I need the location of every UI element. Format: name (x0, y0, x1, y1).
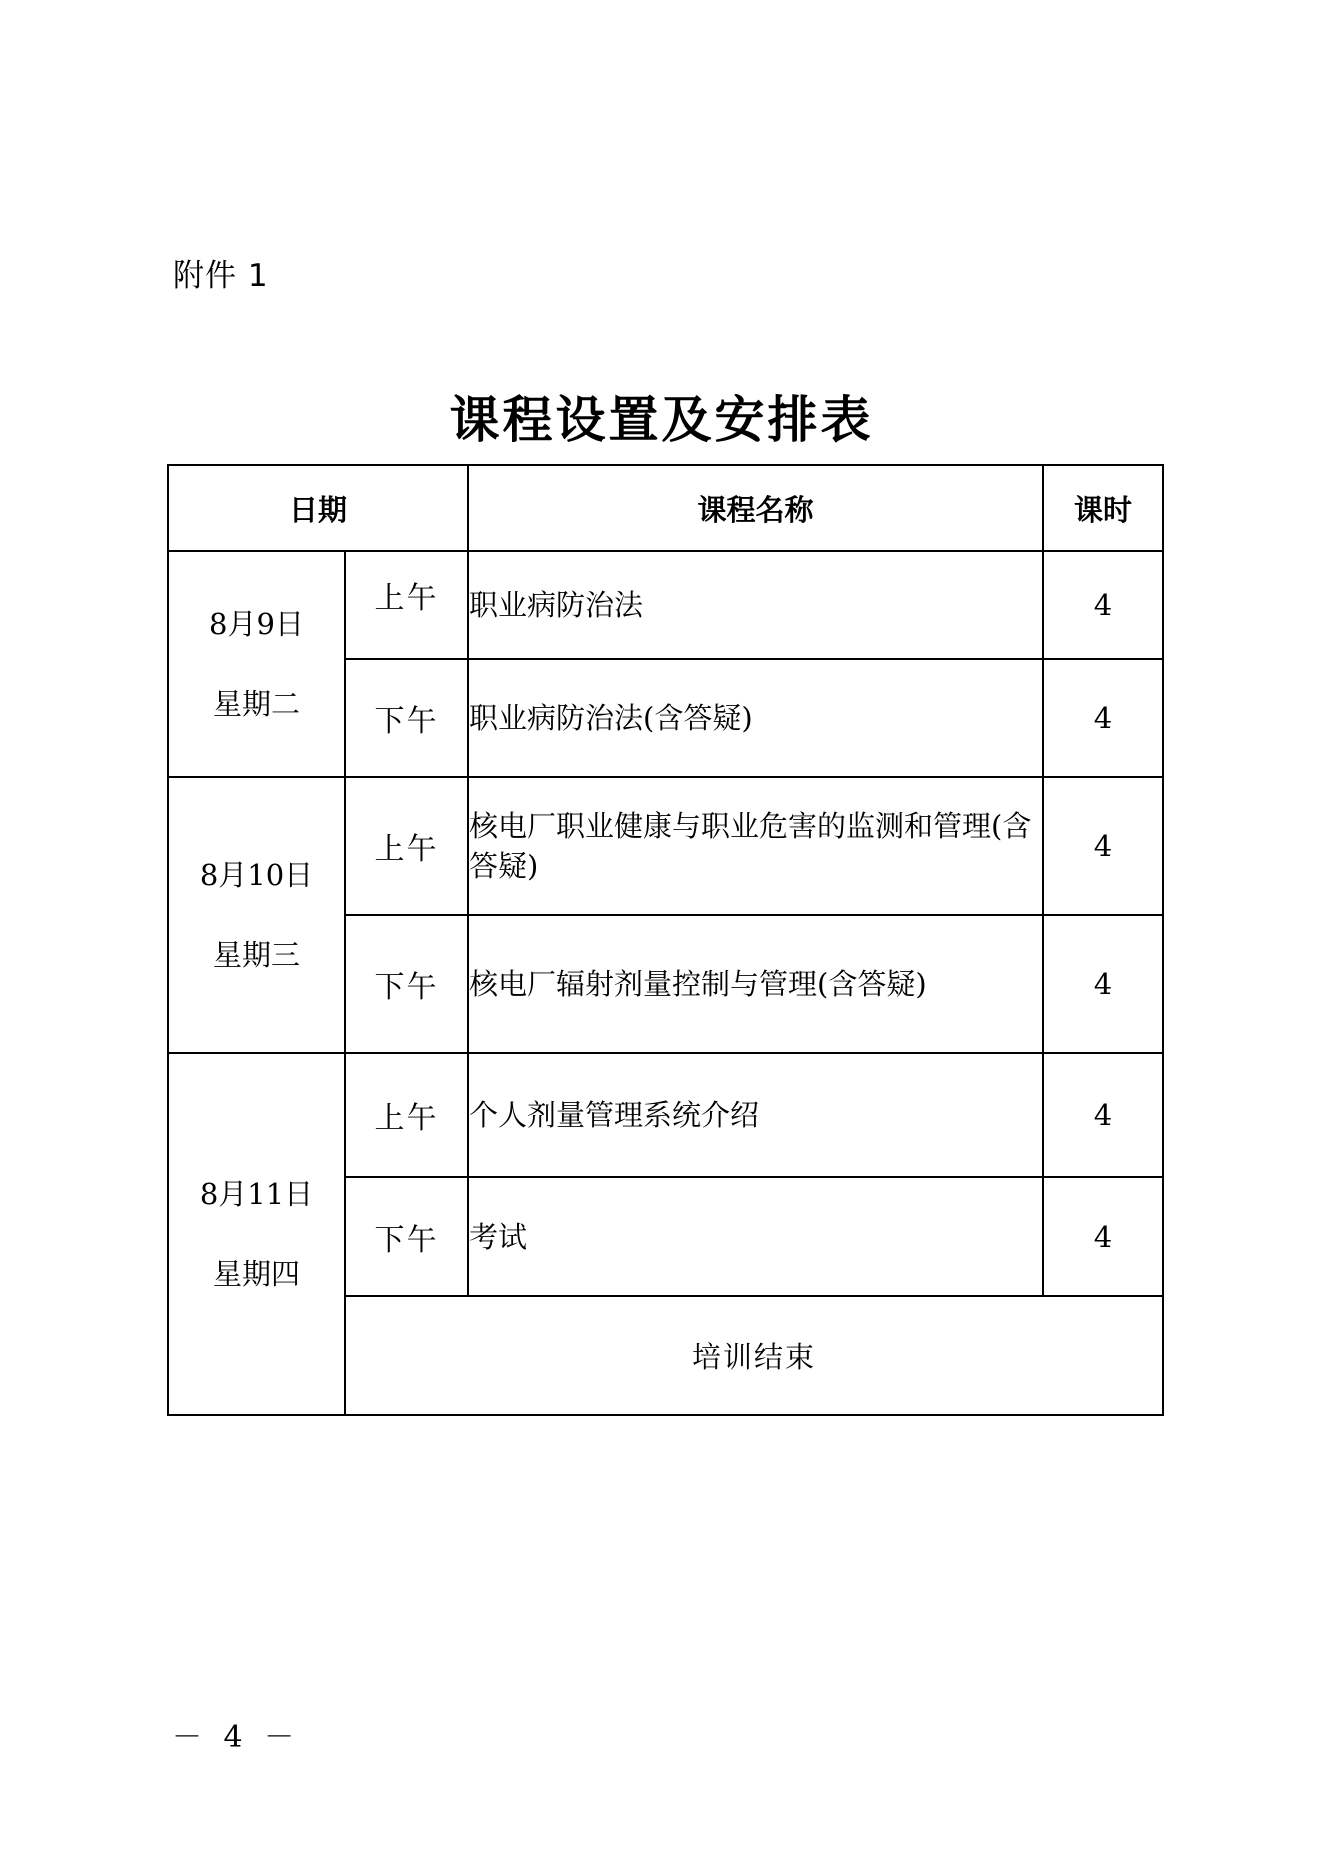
period-cell (345, 659, 468, 777)
weekday-label: 星期四 (212, 1257, 300, 1291)
weekday-label: 星期二 (212, 687, 300, 721)
course-cell: 个人剂量管理系统介绍 (468, 1053, 1043, 1177)
training-end-cell: 培训结束 (345, 1296, 1163, 1415)
page-title: 课程设置及安排表 (449, 390, 874, 449)
period-label: 上午 (374, 581, 439, 616)
period-cell (345, 1177, 468, 1296)
period-label: 上午 (374, 832, 439, 867)
course-cell: 考试 (468, 1177, 1043, 1296)
weekday-label: 星期三 (212, 938, 300, 972)
header-hours: 课时 (1043, 465, 1163, 551)
date-cell (168, 551, 345, 777)
hours-cell: 4 (1043, 915, 1163, 1053)
period-label: 下午 (374, 704, 439, 739)
course-cell: 核电厂辐射剂量控制与管理(含答疑) (468, 915, 1043, 1053)
period-cell (345, 777, 468, 915)
table-header-row (168, 465, 1163, 551)
course-cell: 职业病防治法 (468, 551, 1043, 659)
hours-cell: 4 (1043, 1053, 1163, 1177)
hours-cell: 4 (1043, 1177, 1163, 1296)
hours-cell: 4 (1043, 777, 1163, 915)
schedule-table (167, 464, 1164, 1416)
period-cell (345, 1053, 468, 1177)
table-row (168, 1053, 1163, 1177)
period-cell (345, 915, 468, 1053)
period-label: 下午 (374, 970, 439, 1005)
date-cell (168, 777, 345, 1053)
date-cell (168, 1053, 345, 1415)
date-label: 8月11日 (199, 1177, 314, 1211)
period-cell (345, 551, 468, 659)
period-label: 下午 (374, 1222, 439, 1258)
hours-cell: 4 (1043, 659, 1163, 777)
date-label: 8月9日 (209, 607, 304, 641)
period-label: 上午 (374, 1101, 439, 1136)
page-number: － 4 － (172, 1720, 301, 1755)
hours-cell: 4 (1043, 551, 1163, 659)
table-row (168, 551, 1163, 659)
date-label: 8月10日 (199, 858, 314, 892)
table-row (168, 777, 1163, 915)
header-course: 课程名称 (468, 465, 1043, 551)
attachment-label: 附件 1 (173, 258, 269, 294)
course-cell: 核电厂职业健康与职业危害的监测和管理(含答疑) (468, 777, 1043, 915)
header-date: 日期 (168, 465, 468, 551)
course-cell: 职业病防治法(含答疑) (468, 659, 1043, 777)
